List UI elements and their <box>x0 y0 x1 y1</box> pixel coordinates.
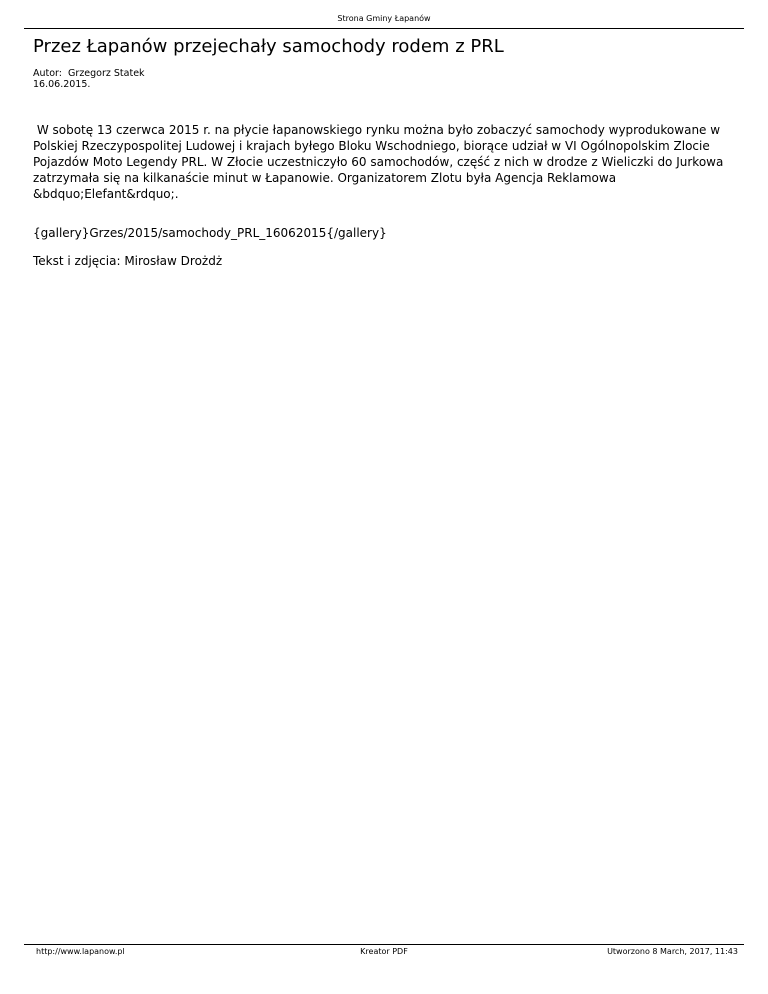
publish-date: 16.06.2015. <box>33 79 91 90</box>
footer-generator: Kreator PDF <box>360 947 408 956</box>
author-line <box>33 68 145 79</box>
footer-created-date: Utworzono 8 March, 2017, 11:43 <box>607 947 738 956</box>
author-name: Grzegorz Statek <box>68 68 145 79</box>
article-paragraph <box>33 122 733 202</box>
footer-divider <box>24 944 744 945</box>
page-footer <box>24 947 744 957</box>
author-label: Autor: <box>33 68 62 79</box>
article-title: Przez Łapanów przejechały samochody rodem z PRL <box>33 36 504 57</box>
footer-url-link[interactable]: http://www.lapanow.pl <box>36 947 125 956</box>
header-divider <box>24 28 744 29</box>
article-paragraph-text: W sobotę 13 czerwca 2015 r. na płycie łapanowskiego rynku można było zobaczyć samochody wyprodukowane w Polskiej Rzeczypospolitej Ludowej i krajach byłego Bloku Wschodniego, biorące udział w VI Ogólnopolskim Zlocie Pojazdów Moto Legendy PRL. W Złocie uczestniczyło 60 samochodów, część z nich w drodze z Wieliczki do Jurkowa zatrzymała się na kilkanaście minut w Łapanowie. Organizatorem Zlotu była Agencja Reklamowa &bdquo;Elefant&rdquo;. <box>33 123 724 201</box>
page-header: Strona Gminy Łapanów <box>337 14 431 23</box>
photo-credit: Tekst i zdjęcia: Mirosław Drożdż <box>33 254 223 268</box>
gallery-placeholder: {gallery}Grzes/2015/samochody_PRL_16062015{/gallery} <box>33 226 387 240</box>
article-meta <box>33 68 145 90</box>
